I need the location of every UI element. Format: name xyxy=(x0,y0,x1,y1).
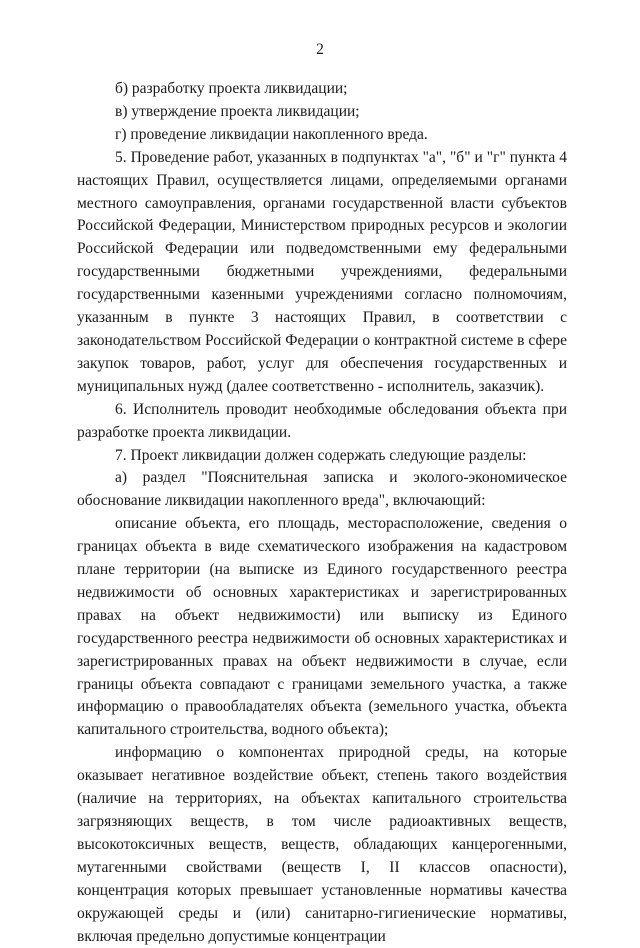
paragraph-clause-5: 5. Проведение работ, указанных в подпунктах "а", "б" и "г" пункта 4 настоящих Правил, осуществляется лицами, определяемыми органами местного самоуправления, органами государственной власти субъектов Российской Федерации, Министерством природных ресурсов и экологии Российской Федерации или подведомственными ему федеральными государственными бюджетными учреждениями, федеральными государственными казенными учреждениями согласно полномочиям, указанным в пункте 3 настоящих Правил, в соответствии с законодательством Российской Федерации о контрактной системе в сфере закупок товаров, работ, услуг для обеспечения государственных и муниципальных нужд (далее соответственно - исполнитель, заказчик). xyxy=(77,148,567,395)
paragraph-section-a: а) раздел "Пояснительная записка и эколого-экономическое обоснование ликвидации накопленного вреда", включающий: xyxy=(77,469,567,510)
paragraph-item-b: б) разработку проекта ликвидации; xyxy=(115,80,348,97)
page-number: 2 xyxy=(316,41,324,58)
paragraph-item-v: в) утверждение проекта ликвидации; xyxy=(115,102,360,120)
paragraph-object-description: описание объекта, его площадь, месторасположение, сведения о границах объекта в виде схематического изображения на кадастровом плане территории (на выписке из Единого государственного реестра недвижимости об основных характеристиках и зарегистрированных правах на объект недвижимости) или выписку из Единого государственного реестра недвижимости об основных характеристиках и зарегистрированных правах на объект недвижимости в случае, если границы объекта совпадают с границами земельного участка, а также информацию о правообладателях объекта (земельного участка, объекта капитального строительства, водного объекта); xyxy=(77,515,567,739)
paragraph-clause-7: 7. Проект ликвидации должен содержать следующие разделы: xyxy=(115,446,527,464)
paragraph-item-g: г) проведение ликвидации накопленного вреда. xyxy=(115,125,428,143)
paragraph-environment-info: информацию о компонентах природной среды, на которые оказывает негативное воздействие объект, степень такого воздействия (наличие на территориях, на объектах капитального строительства загрязняющих веществ, в том числе радиоактивных веществ, высокотоксичных веществ, веществ, обладающих канцерогенными, мутагенными свойствами (веществ I, II классов опасности), концентрация которых превышает установленные нормативы качества окружающей среды и (или) санитарно-гигиенические нормативы, включая предельно допустимые концентрации xyxy=(77,744,567,945)
paragraph-clause-6: 6. Исполнитель проводит необходимые обследования объекта при разработке проекта ликвидации. xyxy=(77,400,567,441)
document-body xyxy=(77,78,567,948)
